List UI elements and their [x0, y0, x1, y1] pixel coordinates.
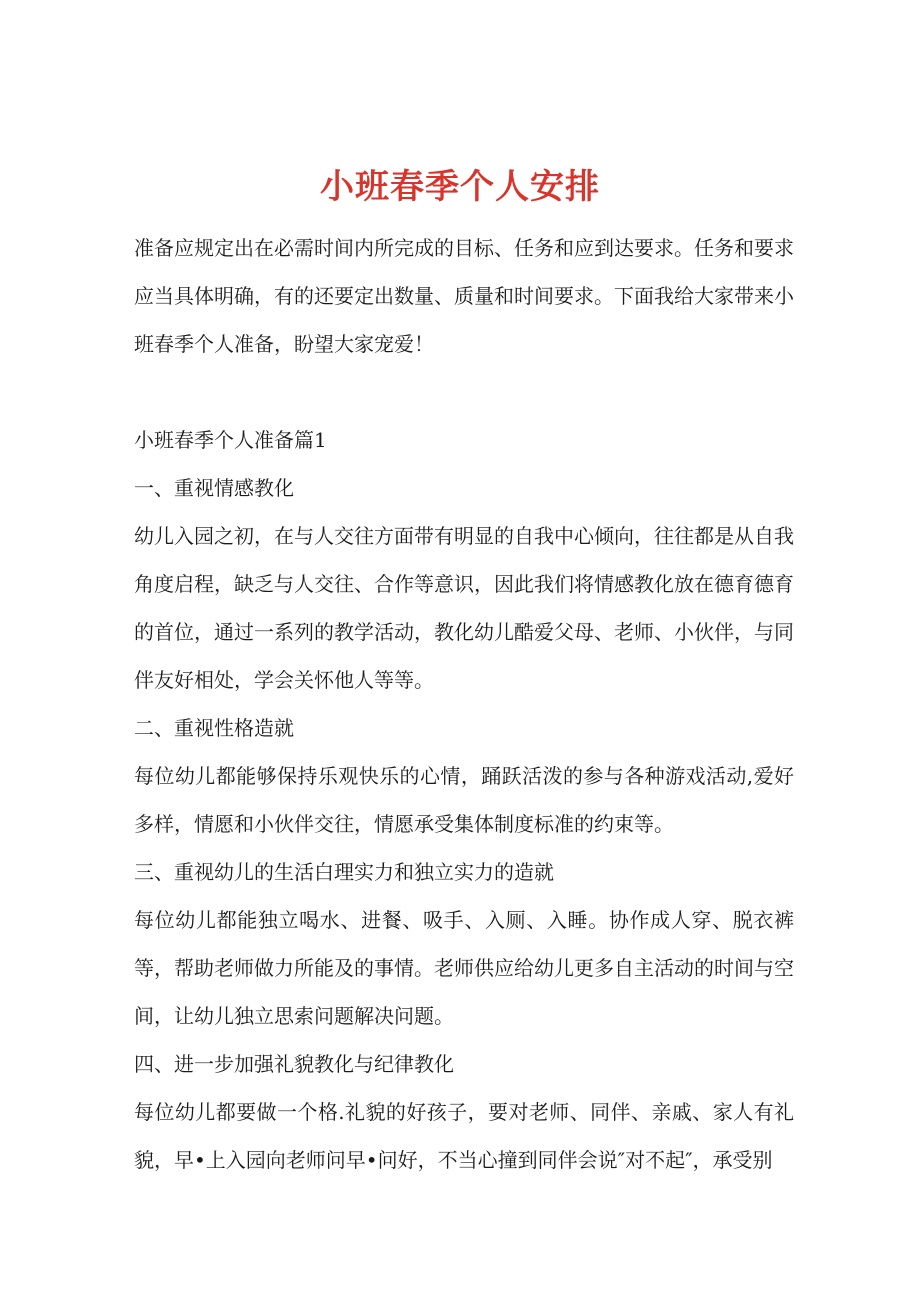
- intro-paragraph: 准备应规定出在必需时间内所完成的目标、任务和应到达要求。任务和要求应当具体明确，有的还要定出数量、质量和时间要求。下面我给大家带来小班春季个人准备，盼望大家宠爱！: [134, 236, 794, 356]
- paragraph-gap: [134, 368, 794, 416]
- item-heading-3: 三、重视幼儿的生活白理实力和独立实力的造就: [134, 860, 554, 884]
- item-body-1: 幼儿入园之初，在与人交往方面带有明显的自我中心倾向，往往都是从自我角度启程，缺乏与人交往、合作等意识，因此我们将情感教化放在德育德育的首位，通过一系列的教学活动，教化幼儿酷爱父母、老师、小伙伴，与同伴友好相处，学会关怀他人等等。: [134, 524, 794, 692]
- item-heading-2: 二、重视性格造就: [134, 716, 294, 740]
- item-body-4: 每位幼儿都要做一个格.礼貌的好孩子，要对老师、同伴、亲戚、家人有礼貌，早•上入园向老师问早•问好，不当心撞到同伴会说″对不起″，承受别: [134, 1100, 794, 1172]
- item-heading-1: 一、重视情感教化: [134, 476, 294, 500]
- document-title: 小班春季个人安排: [320, 166, 600, 207]
- section-heading: 小班春季个人准备篇1: [134, 428, 327, 452]
- item-heading-4: 四、进一步加强礼貌教化与纪律教化: [134, 1052, 454, 1076]
- item-body-3: 每位幼儿都能独立喝水、进餐、吸手、入厕、入睡。协作成人穿、脱衣裤等，帮助老师做力所能及的事情。老师供应给幼儿更多自主活动的时间与空间，让幼儿独立思索问题解决问题。: [134, 908, 794, 1028]
- item-body-2: 每位幼儿都能够保持乐观快乐的心情，踊跃活泼的参与各种游戏活动,爱好多样，情愿和小伙伴交往，情愿承受集体制度标准的约束等。: [134, 764, 794, 836]
- document-body: [134, 224, 794, 1184]
